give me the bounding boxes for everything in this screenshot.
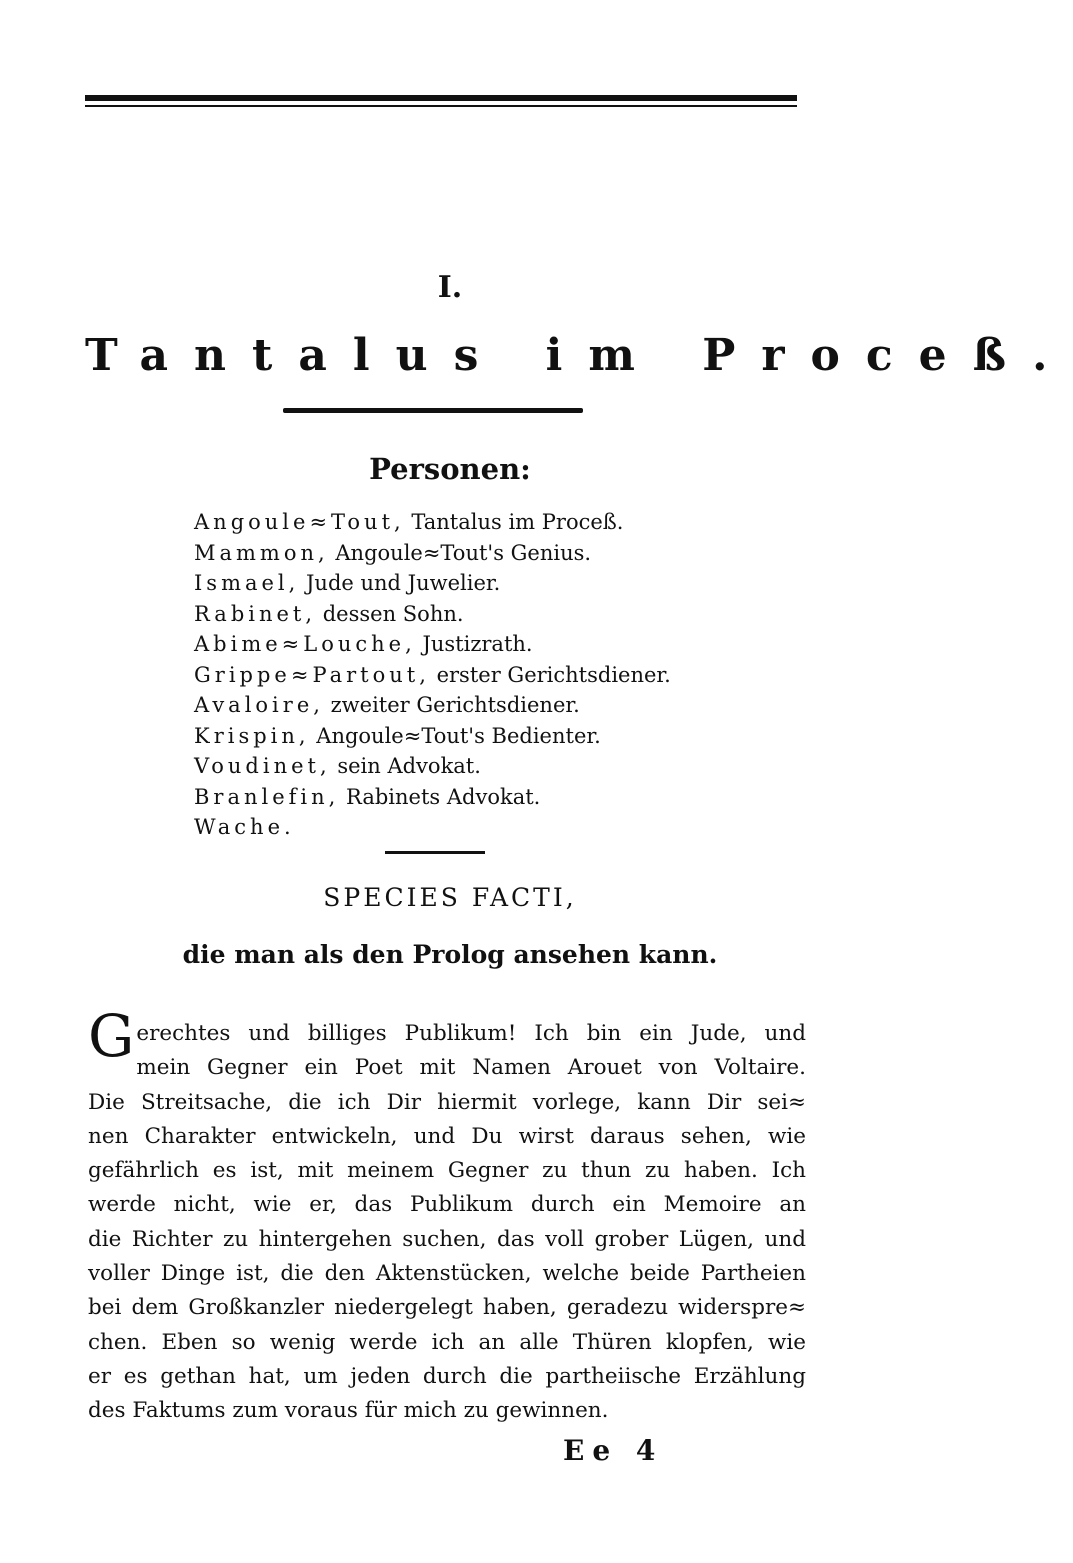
cast-name: Wache. <box>194 815 295 839</box>
prolog-subtitle: die man als den Prolog ansehen kann. <box>182 940 718 969</box>
top-rule-thin <box>85 105 797 107</box>
cast-description: Justizrath. <box>422 632 533 656</box>
cast-entry <box>194 538 671 569</box>
cast-entry <box>194 660 671 691</box>
body-paragraph <box>88 1002 806 1429</box>
cast-name: Ismael, <box>194 571 300 595</box>
cast-description: Rabinets Advokat. <box>346 784 541 809</box>
body-line: Die Streitsache, die ich Dir hiermit vorlege, kann Dir sei≈ <box>88 1089 806 1115</box>
body-line: voller Dinge ist, die den Aktenstücken, welche beide Partheien <box>88 1261 806 1287</box>
cast-name: Krispin, <box>194 723 310 748</box>
body-line: nen Charakter entwickeln, und Du wirst daraus sehen, wie <box>88 1123 806 1149</box>
body-line: werde nicht, wie er, das Publikum durch ein Memoire an <box>88 1192 806 1218</box>
cast-name: Abime≈Louche, <box>194 632 416 656</box>
cast-name: Voudinet, <box>194 754 331 778</box>
cast-name: Mammon, <box>194 540 329 565</box>
cast-entry <box>194 690 671 721</box>
body-line: chen. Eben so wenig werde ich an alle Thüren klopfen, wie <box>88 1329 806 1355</box>
cast-name: Grippe≈Partout, <box>194 662 430 687</box>
cast-entry <box>194 751 671 782</box>
cast-entry <box>194 507 671 538</box>
body-line: er es gethan hat, um jeden durch die partheiische Erzählung <box>88 1363 806 1389</box>
cast-list <box>194 507 671 843</box>
cast-entry <box>194 599 671 630</box>
section-number: I. <box>437 270 463 305</box>
body-line: erechtes und billiges Publikum! Ich bin ein Jude, und <box>136 1021 806 1046</box>
cast-entry <box>194 568 671 599</box>
cast-description: erster Gerichtsdiener. <box>436 662 671 687</box>
play-title: Tantalus im Proceß. <box>85 330 1073 381</box>
cast-entry <box>194 782 671 813</box>
cast-description: Tantalus im Proceß. <box>411 510 624 534</box>
body-line: die Richter zu hintergehen suchen, das voll grober Lügen, und <box>88 1226 806 1252</box>
title-divider <box>283 408 583 413</box>
cast-name: Branlefin, <box>194 784 340 809</box>
cast-name: Rabinet, <box>194 601 317 626</box>
body-line: mein Gegner ein Poet mit Namen Arouet von Voltaire. <box>136 1055 806 1081</box>
cast-name: Angoule≈Tout, <box>194 510 405 534</box>
body-line: gefährlich es ist, mit meinem Gegner zu thun zu haben. Ich <box>88 1158 806 1184</box>
body-line: des Faktums zum voraus für mich zu gewinnen. <box>88 1398 609 1424</box>
cast-description: dessen Sohn. <box>322 601 464 626</box>
cast-description: Jude und Juwelier. <box>306 571 501 595</box>
persons-heading: Personen: <box>369 452 531 486</box>
drop-cap: G <box>88 1002 135 1070</box>
cast-description: zweiter Gerichtsdiener. <box>330 693 580 717</box>
top-rule-thick <box>85 95 797 101</box>
section-divider <box>385 851 485 854</box>
body-line: bei dem Großkanzler niedergelegt haben, geradezu widerspre≈ <box>88 1295 806 1321</box>
cast-entry <box>194 721 671 752</box>
cast-name: Avaloire, <box>194 693 324 717</box>
cast-entry <box>194 812 671 843</box>
signature-mark: Ee 4 <box>563 1434 664 1467</box>
cast-description: sein Advokat. <box>337 754 481 778</box>
cast-entry <box>194 629 671 660</box>
species-facti-heading: SPECIES FACTI, <box>323 883 577 912</box>
cast-description: Angoule≈Tout's Bedienter. <box>316 723 601 748</box>
cast-description: Angoule≈Tout's Genius. <box>335 540 592 565</box>
